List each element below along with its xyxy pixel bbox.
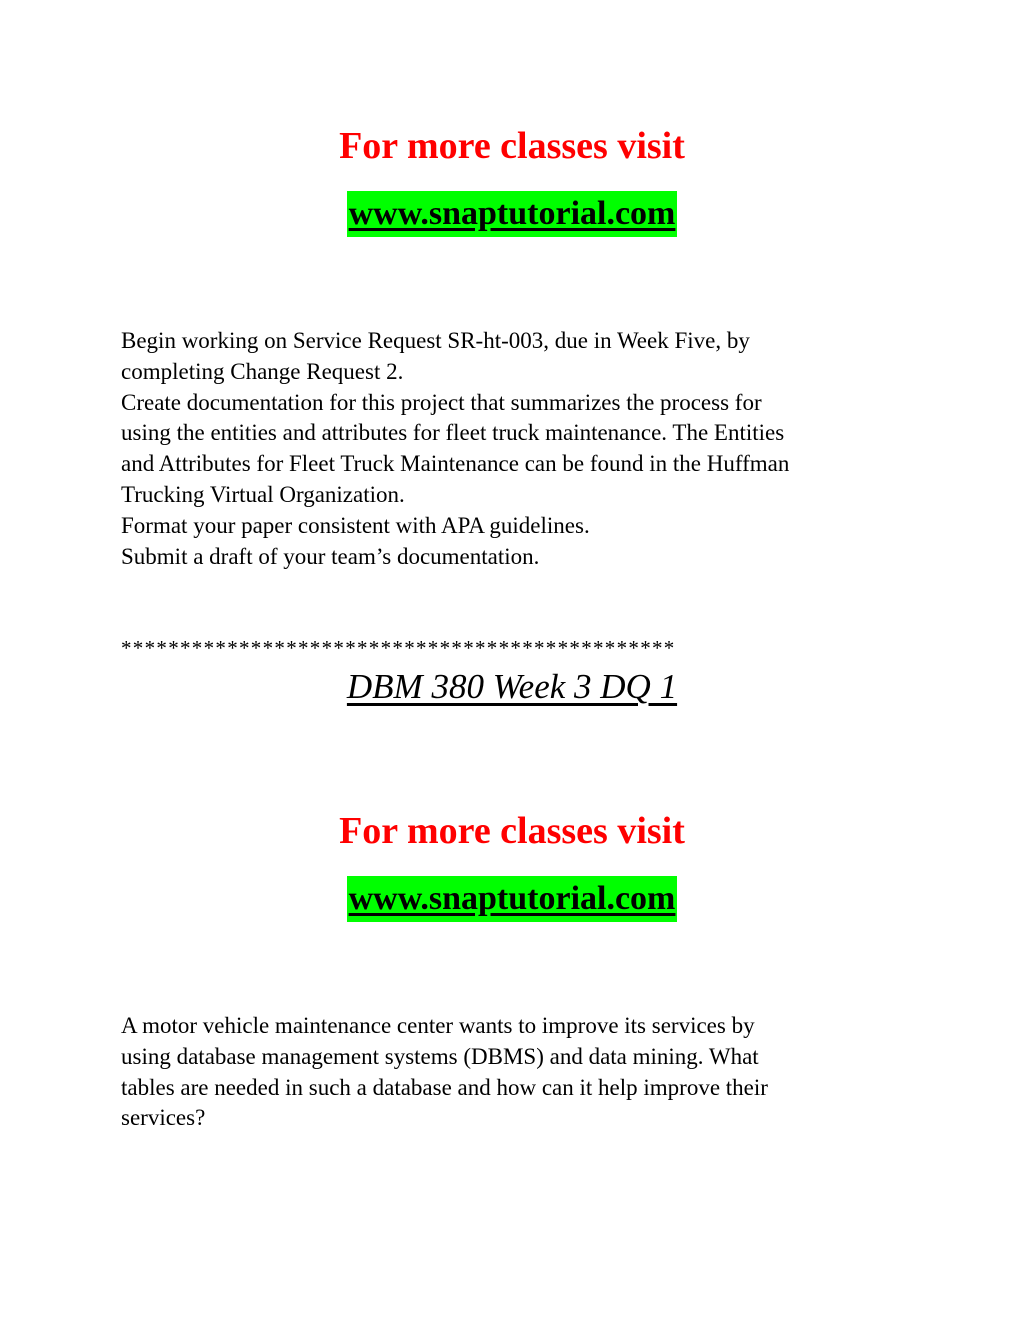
paragraph-line: using database management systems (DBMS) and data mining. What [121,1043,759,1069]
separator-stars: *********************************************** [121,636,676,660]
paragraph-line: Trucking Virtual Organization. [121,481,405,507]
paragraph-line: Submit a draft of your team’s documentation. [121,543,540,569]
snaptutorial-link-1[interactable]: www.snaptutorial.com [347,191,678,237]
promo-link-wrap-1 [0,191,1024,237]
assignment-description [121,326,921,572]
paragraph-line: and Attributes for Fleet Truck Maintenance can be found in the Huffman [121,451,790,477]
promo-link-wrap-2 [0,876,1024,922]
paragraph-line: Create documentation for this project that summarizes the process for [121,389,762,415]
promo-heading-1: For more classes visit [339,125,685,167]
paragraph-line: Begin working on Service Request SR-ht-003, due in Week Five, by [121,328,750,353]
paragraph-line: services? [121,1105,206,1131]
paragraph-line: completing Change Request 2. [121,358,404,384]
snaptutorial-link-2[interactable]: www.snaptutorial.com [347,876,678,922]
paragraph-line: tables are needed in such a database and how can it help improve their [121,1074,768,1100]
course-title: DBM 380 Week 3 DQ 1 [346,667,678,706]
discussion-question [121,1011,921,1134]
promo-heading-2: For more classes visit [339,810,685,852]
paragraph-line: A motor vehicle maintenance center wants to improve its services by [121,1013,755,1038]
paragraph-line: Format your paper consistent with APA guidelines. [121,512,590,538]
paragraph-line: using the entities and attributes for fleet truck maintenance. The Entities [121,420,785,446]
